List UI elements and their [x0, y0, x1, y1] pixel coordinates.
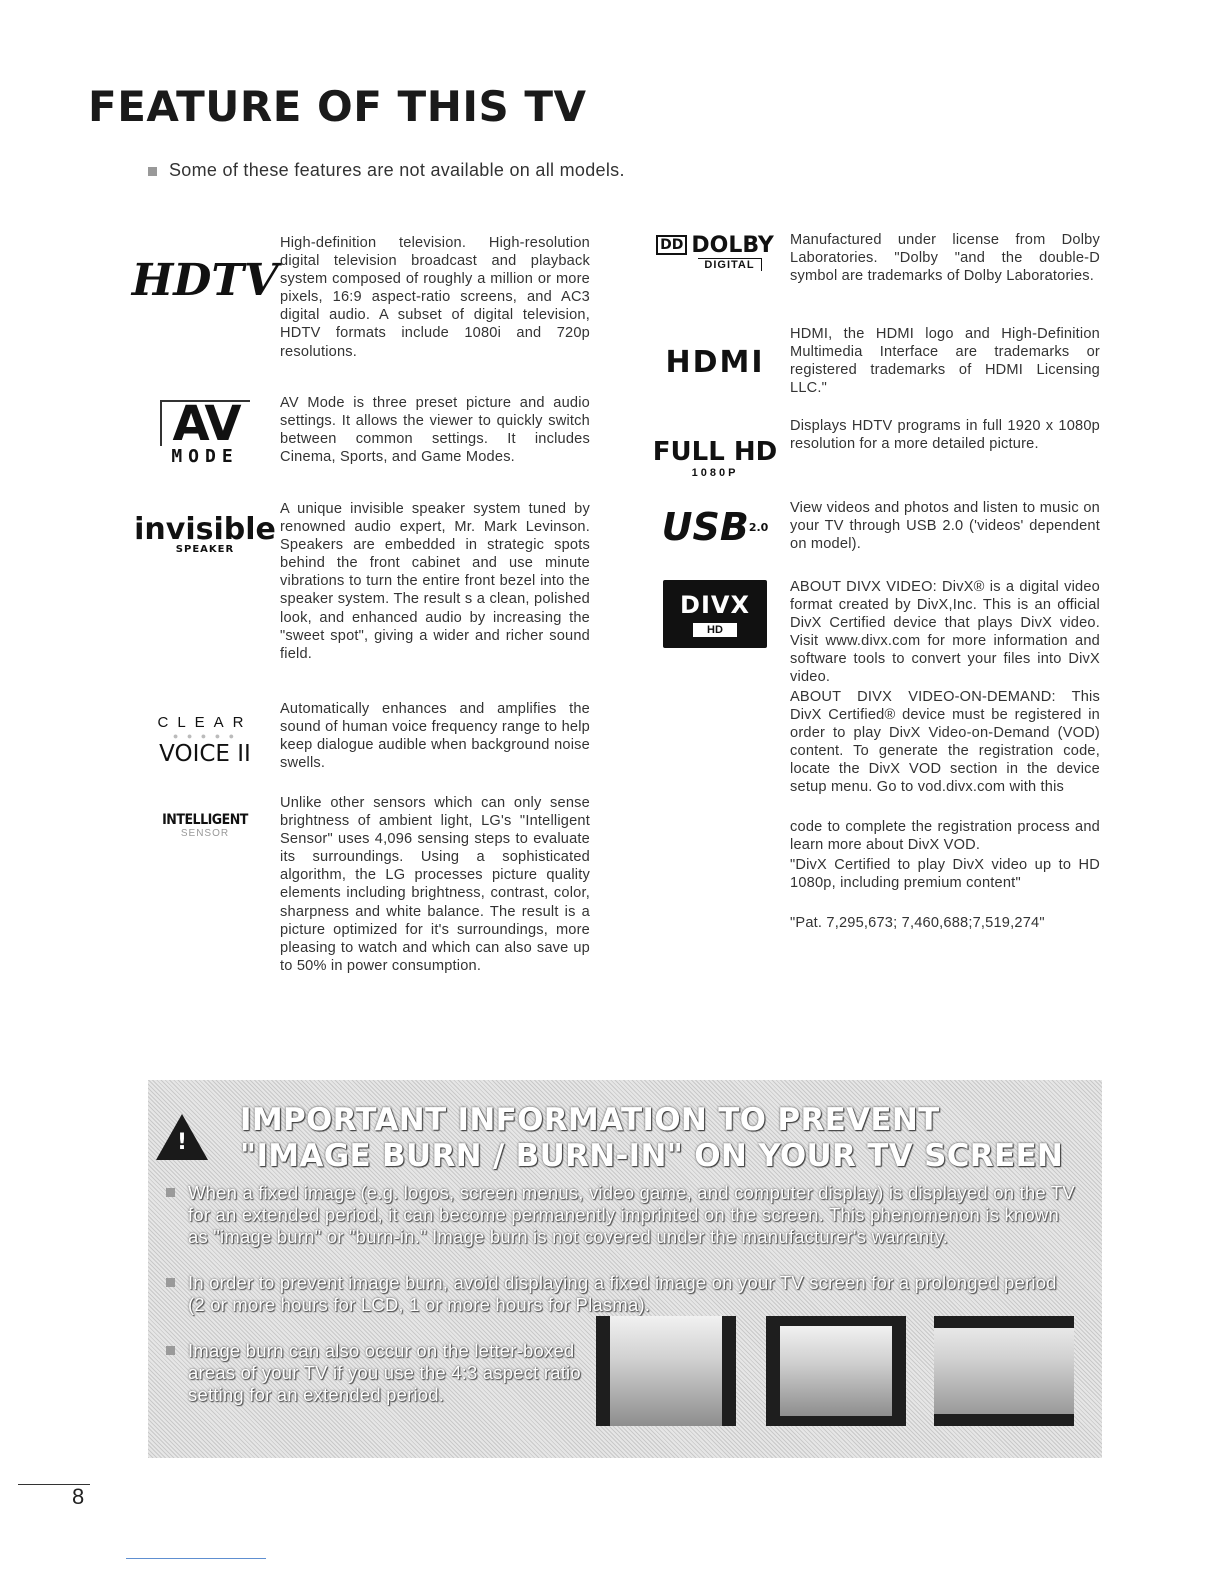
dots-icon: ● ● ● ● ● — [172, 731, 238, 741]
bullet-icon — [148, 167, 157, 176]
hdmi-logo-icon: HDMI — [665, 345, 765, 380]
usb-logo-sub: 2.0 — [748, 520, 769, 534]
divx-vod-paragraph-continued: code to complete the registration process and learn more about DivX VOD. — [790, 819, 1100, 854]
intelligent-sensor-logo-icon — [130, 812, 280, 839]
bullet-icon — [166, 1188, 175, 1197]
av-mode-logo-icon — [130, 396, 280, 467]
divx-hd-logo-icon — [640, 580, 790, 648]
dolby-logo-main: DD DOLBY — [656, 233, 774, 258]
feature-description: Unlike other sensors which can only sense brightness of ambient light, LG's "Intelligent Sensor" uses 4,096 sensing steps to evaluate its surroundings. Using a sophisticated algorithm, the LG processes picture quality elements including brightness, contrast, color, sharpness and white balance. The result is a picture optimized for it's surroundings, more pleasing to watch and which can also save up to 50% in power consumption. — [280, 795, 590, 974]
feature-description: Automatically enhances and amplifies the sound of human voice frequency range to help keep dialogue audible when background noise swells. — [280, 701, 590, 772]
warning-item — [188, 1182, 1078, 1248]
invisible-logo-sub: SPEAKER — [175, 544, 235, 555]
feature-description: Manufactured under license from Dolby Laboratories. "Dolby "and the double-D symbol are trademarks of Dolby Laboratories. — [790, 232, 1100, 285]
divx-certified-quote: "DivX Certified to play DivX video up to HD 1080p, including premium content" — [790, 857, 1100, 892]
intelligent-sensor-logo-main: INTELLIGENT — [162, 812, 248, 828]
intelligent-sensor-logo-sub: SENSOR — [180, 828, 230, 839]
feature-full-hd — [640, 417, 1100, 479]
bottom-rule — [126, 1558, 266, 1559]
warning-item-text: In order to prevent image burn, avoid displaying a fixed image on your TV screen for a prolonged period (2 or more hours for LCD, 1 or more hours for Plasma). — [188, 1272, 1057, 1315]
bullet-icon — [166, 1346, 175, 1355]
hdtv-logo-icon: HDTV — [131, 254, 279, 306]
divx-logo-sub: HD — [693, 623, 737, 637]
av-mode-logo-sub: MODE — [171, 446, 239, 467]
feature-description: A unique invisible speaker system tuned by renowned audio expert, Mr. Mark Levinson. Speakers are embedded in strategic spots behind the front cabinet and use minute vibrations to turn the entire front bezel into the speaker system. The result s a clean, polished look, and enhanced audio by increasing the "sweet spot", giving a wider and richer sound field. — [280, 501, 590, 662]
letterbox-bars-illustration — [934, 1316, 1074, 1426]
dolby-digital-logo-icon — [640, 233, 790, 271]
clear-voice-logo-main: CLEAR — [157, 714, 253, 731]
warning-heading: IMPORTANT INFORMATION TO PREVENT "IMAGE BURN / BURN-IN" ON YOUR TV SCREEN — [240, 1102, 1064, 1174]
feature-description: AV Mode is three preset picture and audio settings. It allows the viewer to quickly switch between common settings. It includes Cinema, Sports, and Game Modes. — [280, 395, 590, 466]
divx-logo-main: DIVX — [680, 591, 750, 619]
warning-item-text: When a fixed image (e.g. logos, screen menus, video game, and computer display) is displayed on the TV for an extended period, it can become permanently imprinted on the screen. This phenomenon is known as "image burn" or "burn-in." Image burn is not covered under the manufacturer's warranty. — [188, 1182, 1075, 1247]
av-mode-logo-main: AV — [160, 400, 249, 446]
image-burn-warning-panel — [148, 1080, 1102, 1458]
clear-voice-logo-sub: VOICE II — [159, 741, 251, 767]
full-hd-logo-sub: 1080P — [691, 467, 739, 479]
feature-description: Displays HDTV programs in full 1920 x 1080p resolution for a more detailed picture. — [790, 418, 1100, 453]
feature-description: HDMI, the HDMI logo and High-Definition Multimedia Interface are trademarks or registered trademarks of HDMI Licensing LLC." — [790, 326, 1100, 397]
divx-vod-paragraph: ABOUT DIVX VIDEO-ON-DEMAND: This DivX Certified® device must be registered in order to play DivX Video-on-Demand (VOD) content. To generate the registration code, locate the DivX VOD section in the device setup menu. Go to vod.divx.com with this — [790, 689, 1100, 796]
feature-description: ABOUT DIVX VIDEO: DivX® is a digital video format created by DivX,Inc. This is an official DivX Certified device that plays DivX video. Visit www.divx.com for more information and software tools to convert your files into DivX video. — [790, 579, 1100, 686]
feature-divx — [640, 578, 1100, 687]
feature-hdmi — [640, 325, 1100, 397]
warning-item — [188, 1340, 588, 1406]
warning-item — [188, 1272, 1078, 1316]
dolby-logo-sub: DIGITAL — [698, 258, 761, 271]
page-title: FEATURE OF THIS TV — [88, 82, 587, 131]
invisible-logo-main: invisible — [134, 512, 276, 547]
double-d-icon: DD — [656, 235, 687, 255]
feature-hdtv — [130, 234, 590, 361]
clear-voice-logo-icon — [130, 714, 280, 767]
feature-description: View videos and photos and listen to music on your TV through USB 2.0 ('videos' dependent on model). — [790, 500, 1100, 553]
feature-invisible-speaker — [130, 500, 590, 663]
feature-usb — [640, 499, 1100, 553]
usb-logo-icon: USB 2.0 — [661, 505, 769, 549]
full-hd-logo-icon — [640, 437, 790, 479]
feature-dolby — [640, 231, 1100, 285]
page-number: 8 — [72, 1484, 85, 1509]
feature-av-mode — [130, 394, 590, 467]
feature-intelligent-sensor — [130, 794, 590, 975]
availability-note-text: Some of these features are not available on all models. — [169, 160, 625, 180]
bullet-icon — [166, 1278, 175, 1287]
feature-clear-voice — [130, 700, 590, 772]
exclamation-icon: ! — [177, 1130, 188, 1155]
full-hd-logo-main: FULL HD — [652, 437, 778, 467]
availability-note — [148, 160, 625, 181]
divx-patent-numbers: "Pat. 7,295,673; 7,460,688;7,519,274" — [790, 915, 1045, 931]
burned-image-illustration — [766, 1316, 906, 1426]
feature-description: High-definition television. High-resolution digital television broadcast and playback system composed of roughly a million or more pixels, 16:9 aspect-ratio screens, and AC3 digital audio. A subset of digital television, HDTV formats include 1080i and 720p resolutions. — [280, 235, 590, 360]
invisible-speaker-logo-icon — [130, 512, 280, 555]
letterbox-pillarbox-illustration — [596, 1316, 736, 1426]
warning-item-text: Image burn can also occur on the letter-boxed areas of your TV if you use the 4:3 aspect ratio setting for an extended period. — [188, 1340, 581, 1405]
